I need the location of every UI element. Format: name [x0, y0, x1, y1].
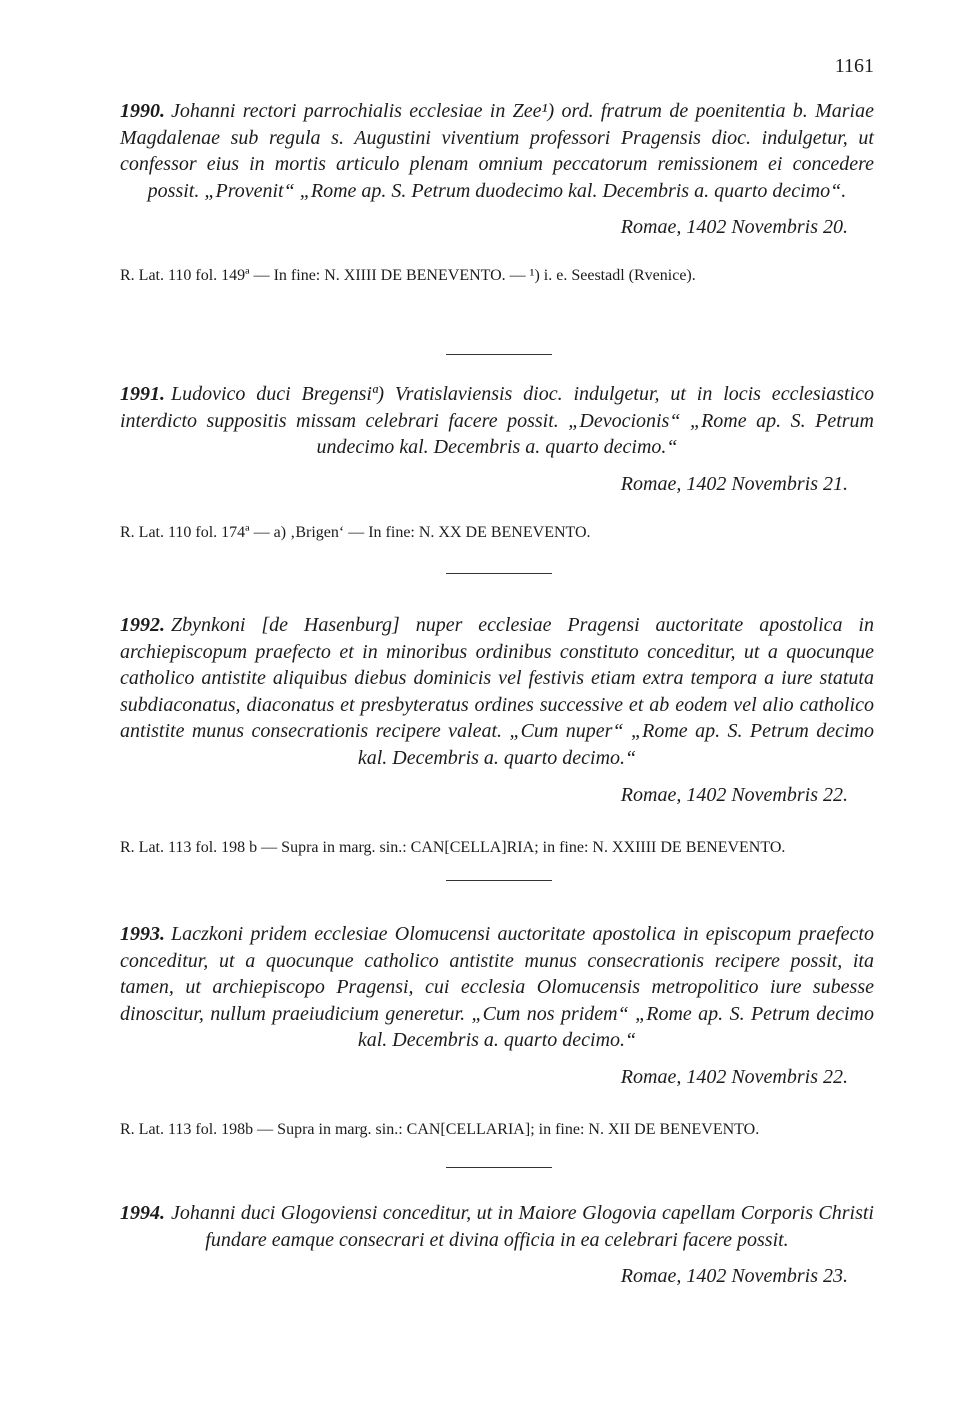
- page-number: 1161: [834, 55, 874, 77]
- entry-1994: [120, 1200, 874, 1288]
- separator-rule: [446, 1167, 552, 1168]
- entry-body: Zbynkoni [de Hasenburg] nuper ecclesiae Pragensi auctoritate apostolica in archiepiscopum praefecto et in minoribus ordinibus constituto conceditur, ut a quocunque catholico antistite aliquibus diebus dominicis vel festivis etiam extra tempora a iure statuta subdiaconatus, diaconatus et presbyteratus ordines successive et ab eodem vel alio catholico antistite munus consecrationis recipere valeat. „Cum nuper“ „Rome ap. S. Petrum decimo kal. Decembris a. quarto decimo.“: [120, 614, 874, 769]
- dateline: Romae, 1402 Novembris 23.: [620, 1265, 848, 1288]
- entry-1990: [120, 98, 874, 287]
- entry-1991: [120, 381, 874, 544]
- entry-text: [120, 1200, 874, 1253]
- separator-rule: [446, 573, 552, 574]
- entry-number: 1994.: [120, 1202, 165, 1224]
- dateline: Romae, 1402 Novembris 21.: [620, 472, 848, 495]
- apparatus-note: R. Lat. 110 fol. 149ª — In fine: N. XIIII DE BENEVENTO. — ¹) i. e. Seestadl (Rvenice).: [120, 267, 696, 285]
- apparatus-note: R. Lat. 110 fol. 174ª — a) ‚Brigen‘ — In fine: N. XX DE BENEVENTO.: [120, 523, 591, 541]
- entry-1992: [120, 612, 874, 859]
- entry-number: 1992.: [120, 614, 165, 636]
- entry-text: [120, 381, 874, 461]
- apparatus-note: R. Lat. 113 fol. 198 b — Supra in marg. sin.: CAN[CELLA]RIA; in fine: N. XXIIII DE BENEVENTO.: [120, 838, 786, 856]
- entry-text: [120, 921, 874, 1054]
- entry-body: Johanni duci Glogoviensi conceditur, ut in Maiore Glogovia capellam Corporis Christi fundare eamque consecrari et divina officia in ea celebrari facere possit.: [171, 1202, 874, 1251]
- entry-number: 1990.: [120, 100, 165, 122]
- entry-body: Ludovico duci Bregensiª) Vratislaviensis dioc. indulgetur, ut in locis ecclesiastico interdicto suppositis missam celebrari facere possit. „Devocionis“ „Rome ap. S. Petrum undecimo kal. Decembris a. quarto decimo.“: [120, 383, 874, 459]
- apparatus-note: R. Lat. 113 fol. 198b — Supra in marg. sin.: CAN[CELLARIA]; in fine: N. XII DE BENEVENTO.: [120, 1120, 760, 1138]
- entry-1993: [120, 921, 874, 1141]
- separator-rule: [446, 880, 552, 881]
- entry-text: [120, 612, 874, 772]
- separator-rule: [446, 354, 552, 355]
- entry-body: Johanni rectori parrochialis ecclesiae in Zee¹) ord. fratrum de poenitentia b. Mariae Magdalenae sub regula s. Augustini viventium professori Pragensis dioc. indulgetur, ut confessor eius in mortis articulo plenam omnium peccatorum remissionem ei concedere possit. „Provenit“ „Rome ap. S. Petrum duodecimo kal. Decembris a. quarto decimo“.: [120, 100, 874, 202]
- dateline: Romae, 1402 Novembris 22.: [620, 783, 848, 806]
- dateline: Romae, 1402 Novembris 20.: [620, 216, 848, 239]
- entry-body: Laczkoni pridem ecclesiae Olomucensi auctoritate apostolica in episcopum praefecto conceditur, ut a quocunque catholico antistite munus consecrationis recipere possit, ita tamen, ut archiepiscopo Pragensi, cui ecclesia Olomucensis metropolitico iure subesse dinoscitur, nullum praeiudicium generetur. „Cum nos pridem“ „Rome ap. S. Petrum decimo kal. Decembris a. quarto decimo.“: [120, 923, 874, 1052]
- entry-text: [120, 98, 874, 204]
- dateline: Romae, 1402 Novembris 22.: [620, 1065, 848, 1088]
- entry-number: 1993.: [120, 923, 165, 945]
- entry-number: 1991.: [120, 383, 165, 405]
